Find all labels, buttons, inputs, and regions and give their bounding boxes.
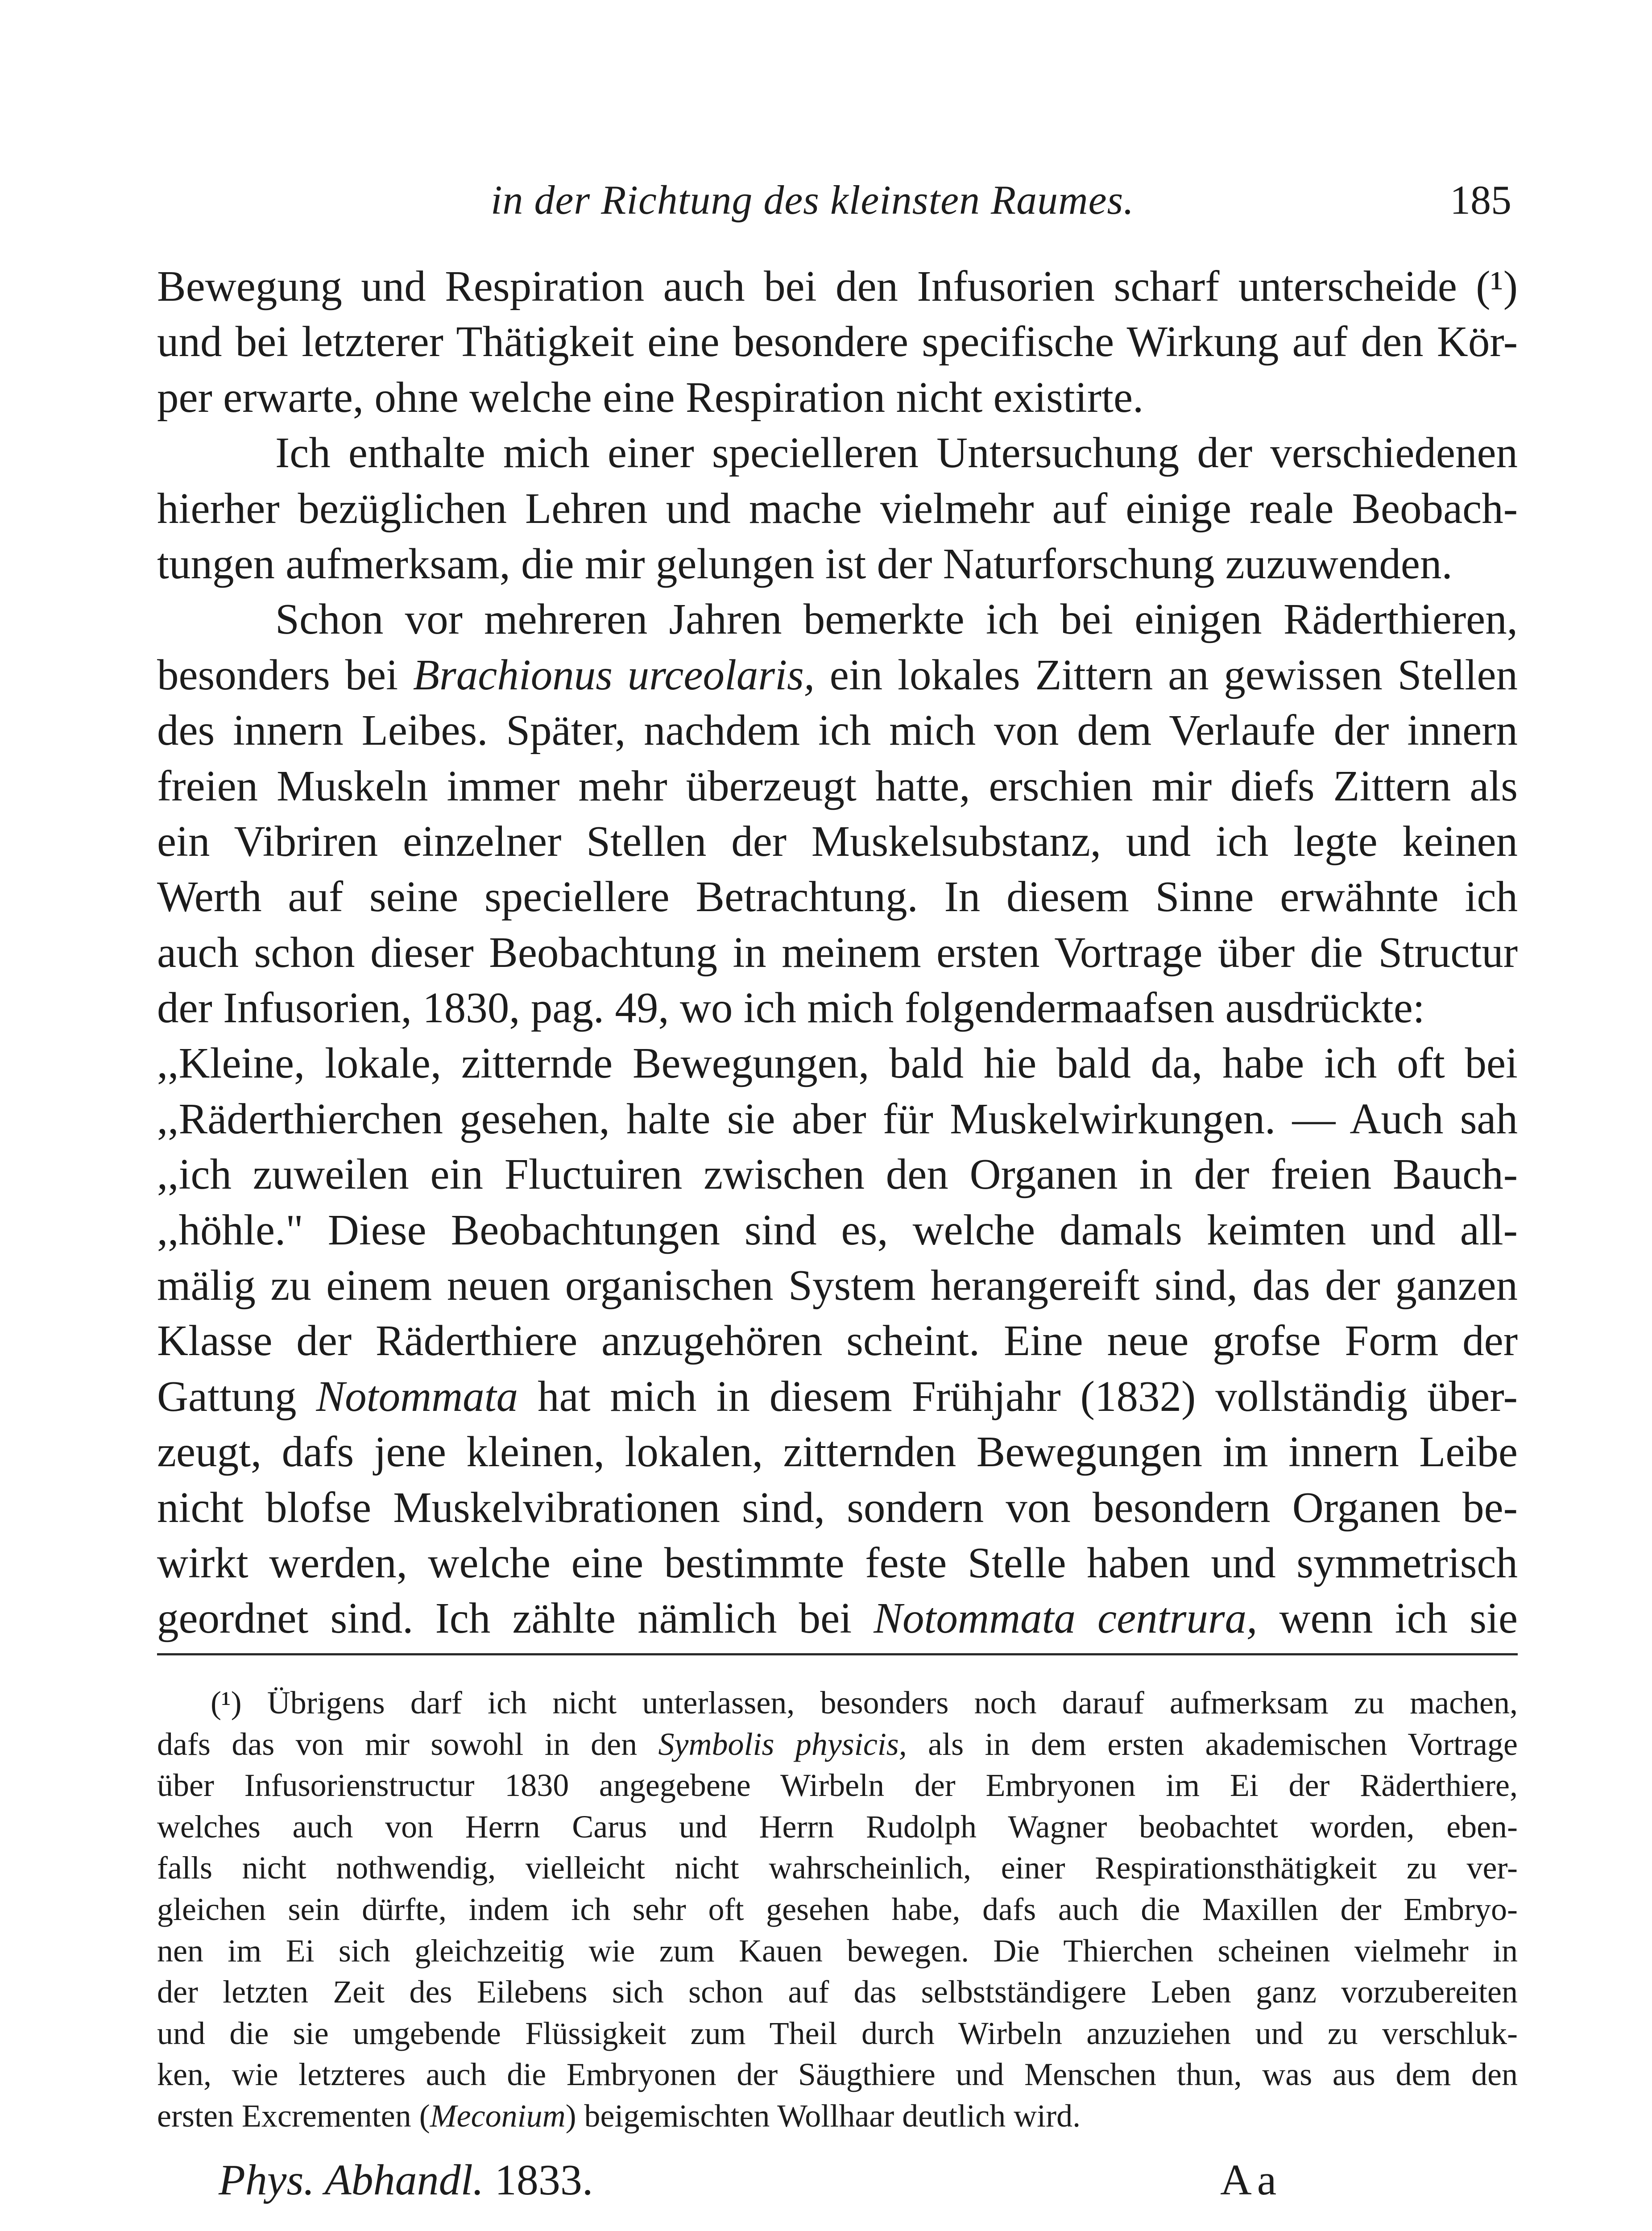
body-line-text: besonders bei (157, 651, 413, 699)
body-line: ,,höhle." Diese Beobachtungen sind es, welche damals keimten und all- (157, 1206, 1518, 1254)
footnote-line: über Infusorienstructur 1830 angegebene Wirbeln der Embryonen im Ei der Räderthiere, (157, 1767, 1518, 1804)
body-line: Werth auf seine speciellere Betrachtung. In diesem Sinne erwähnte ich (157, 873, 1518, 921)
body-line-text: Gattung (157, 1372, 316, 1420)
body-line (157, 1591, 1518, 1646)
body-line: zeugt, dafs jene kleinen, lokalen, zitternden Bewegungen im innern Leibe (157, 1428, 1518, 1476)
body-line: nicht blofse Muskelvibrationen sind, sondern von besondern Organen be- (157, 1483, 1518, 1531)
body-line (157, 1369, 1518, 1424)
footnote-line-text: als in dem ersten akademischen Vortrage (907, 1726, 1518, 1762)
body-line-italic: Brachionus urceolaris, (413, 651, 815, 699)
footnote-line-text: ersten Excrementen ( (157, 2098, 430, 2134)
body-line: ein Vibriren einzelner Stellen der Muskelsubstanz, und ich legte keinen (157, 817, 1518, 865)
footnote-line (157, 2095, 1518, 2137)
body-line: per erwarte, ohne welche eine Respiration nicht existirte. (157, 373, 1144, 421)
footnote-line-italic: Symbolis physicis, (658, 1726, 907, 1762)
body-line: ,,Kleine, lokale, zitternde Bewegungen, bald hie bald da, habe ich oft bei (157, 1039, 1518, 1087)
body-line-text: ein lokales Zittern an gewissen Stellen (815, 651, 1518, 699)
footnote-line: welches auch von Herrn Carus und Herrn Rudolph Wagner beobachtet worden, eben- (157, 1808, 1518, 1845)
signature-line (219, 2155, 593, 2205)
footnote-rule (157, 1653, 1518, 1655)
footnote-line-text: ) beigemischten Wollhaar deutlich wird. (565, 2098, 1081, 2134)
body-line-italic: Notommata centrura, (874, 1594, 1258, 1642)
sheet-mark: Aa (1220, 2156, 1282, 2204)
body-line (157, 647, 1518, 703)
footnote-line: nen im Ei sich gleichzeitig wie zum Kauen bewegen. Die Thierchen scheinen vielmehr in (157, 1932, 1518, 1969)
body-line: Ich enthalte mich einer specielleren Untersuchung der verschiedenen (275, 429, 1518, 477)
page-number: 185 (1450, 177, 1511, 223)
body-line: der Infusorien, 1830, pag. 49, wo ich mich folgendermaafsen ausdrückte: (157, 984, 1425, 1032)
footnote-line-text: dafs das von mir sowohl in den (157, 1726, 658, 1762)
footnote-line: (¹) Übrigens darf ich nicht unterlassen, besonders noch darauf aufmerksam zu machen, (211, 1685, 1518, 1721)
body-line: wirkt werden, welche eine bestimmte feste Stelle haben und symmetrisch (157, 1538, 1518, 1587)
body-line: hierher bezüglichen Lehren und mache vielmehr auf einige reale Beobach- (157, 484, 1518, 532)
footnote-line: ken, wie letzteres auch die Embryonen der Säugthiere und Menschen thun, was aus dem den (157, 2057, 1518, 2093)
body-line: des innern Leibes. Später, nachdem ich mich von dem Verlaufe der innern (157, 706, 1518, 755)
footnote-line-italic: Meconium (430, 2098, 566, 2134)
body-text (157, 259, 1518, 1646)
body-line-italic: Notommata (316, 1372, 518, 1420)
footnote-line: gleichen sein dürfte, indem ich sehr oft gesehen habe, dafs auch die Maxillen der Embryo- (157, 1891, 1518, 1927)
body-line: und bei letzterer Thätigkeit eine besondere specifische Wirkung auf den Kör- (157, 318, 1518, 366)
body-line-text: geordnet sind. Ich zählte nämlich bei (157, 1594, 874, 1642)
footnote-line: und die sie umgebende Flüssigkeit zum Theil durch Wirbeln anzuziehen und zu verschluk- (157, 2015, 1518, 2051)
signature-year: 1833. (494, 2156, 593, 2204)
footnote-line: der letzten Zeit des Eilebens sich schon auf das selbstständigere Leben ganz vorzubereiten (157, 1974, 1518, 2010)
body-line: ,,ich zuweilen ein Fluctuiren zwischen den Organen in der freien Bauch- (157, 1150, 1518, 1198)
body-line: Schon vor mehreren Jahren bemerkte ich bei einigen Räderthieren, (275, 595, 1518, 643)
body-line: Bewegung und Respiration auch bei den Infusorien scharf unterscheide (¹) (157, 262, 1518, 310)
body-line-text: wenn ich sie (1257, 1594, 1518, 1642)
footnote-line: falls nicht nothwendig, vielleicht nicht wahrscheinlich, einer Respirationsthätigkeit zu ver- (157, 1850, 1518, 1886)
footnote (157, 1682, 1518, 2137)
body-line: ,,Räderthierchen gesehen, halte sie aber für Muskelwirkungen. — Auch sah (157, 1095, 1518, 1143)
body-line: Klasse der Räderthiere anzugehören scheint. Eine neue grofse Form der (157, 1317, 1518, 1365)
body-line: mälig zu einem neuen organischen System herangereift sind, das der ganzen (157, 1261, 1518, 1310)
running-header: in der Richtung des kleinsten Raumes. (491, 177, 1134, 223)
body-line: freien Muskeln immer mehr überzeugt hatte, erschien mir diefs Zittern als (157, 762, 1518, 810)
signature-journal: Phys. Abhandl. (219, 2156, 484, 2204)
body-line: tungen aufmerksam, die mir gelungen ist der Naturforschung zuzuwenden. (157, 539, 1453, 588)
body-line: auch schon dieser Beobachtung in meinem ersten Vortrage über die Structur (157, 928, 1518, 976)
footnote-line (157, 1724, 1518, 1765)
body-line-text: hat mich in diesem Frühjahr (1832) vollständig über- (518, 1372, 1518, 1420)
